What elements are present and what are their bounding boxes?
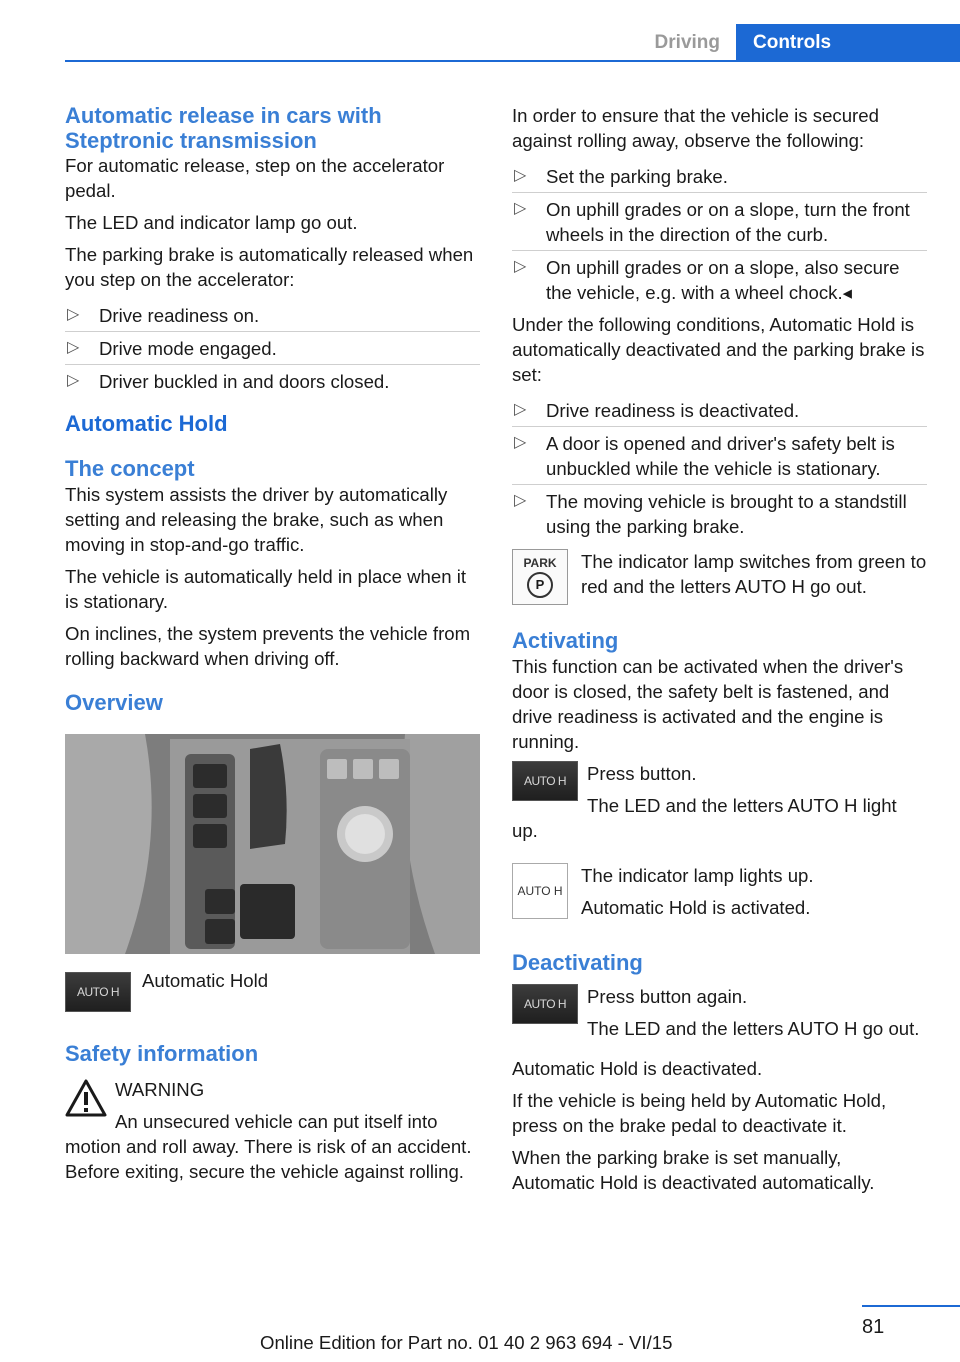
list-item: ▷ Drive readiness is deactivated. [512,394,927,423]
hold-activated-text: Automatic Hold is activated. [581,897,811,918]
triangle-bullet-icon: ▷ [514,492,527,509]
heading-activating: Activating [512,628,619,653]
bullet-list [65,299,480,394]
center-console-photo [65,734,480,954]
indicator-lights-text: The indicator lamp lights up. [581,865,814,886]
list-item: ▷ On uphill grades or on a slope, turn the front wheels in the direction of the curb. [512,192,927,247]
warning-title: WARNING [115,1079,205,1100]
paragraph: Automatic Hold is deactivated. [512,1058,763,1079]
tab-controls[interactable]: Controls [736,24,960,62]
auto-h-button-icon: AUTO H [512,984,578,1024]
press-again-text: Press button again. [587,986,748,1007]
paragraph: For automatic release, step on the accelerator pedal. [65,155,445,201]
left-column [65,103,480,1191]
paragraph: When the parking brake is set manually, Automatic Hold is deactivated automatically. [512,1147,875,1193]
indicator-text [568,863,814,927]
park-indicator-icon: PARK P [512,549,568,605]
header-rule [65,60,960,62]
paragraph: On inclines, the system prevents the vehicle from rolling backward when driving off. [65,623,471,669]
paragraph: The vehicle is automatically held in place when it is stationary. [65,566,467,612]
header-tabs [620,24,960,62]
warning-text: An unsecured vehicle can put itself into motion and roll away. There is risk of an accident. Before exiting, secure the vehicle against rolling. [65,1111,472,1182]
triangle-bullet-icon: ▷ [514,167,527,184]
edition-note: Online Edition for Part no. 01 40 2 963 694 - VI/15 [260,1332,673,1353]
paragraph: In order to ensure that the vehicle is secured against rolling away, observe the following: [512,105,879,151]
page-number: 81 [862,1316,885,1338]
bullet-list [512,160,927,305]
heading-automatic-hold: Automatic Hold [65,411,228,436]
indicator-row [512,863,927,927]
heading-automatic-release: Automatic release in cars with Steptronic transmission [65,103,382,153]
heading-deactivating: Deactivating [512,950,643,975]
triangle-bullet-icon: ▷ [514,434,527,451]
list-item: ▷ Driver buckled in and doors closed. [65,364,480,394]
list-item: ▷ Drive mode engaged. [65,331,480,361]
paragraph: This function can be activated when the driver's door is closed, the safety belt is fastened, and drive readiness is activated and the engine is running. [512,656,904,752]
warning-triangle-icon [65,1079,107,1117]
overview-caption: Automatic Hold [142,970,269,991]
list-item: ▷ Drive readiness on. [65,299,480,328]
footer-rule [862,1305,960,1307]
auto-h-button-icon: AUTO H [512,761,578,801]
park-indicator-row [512,549,927,605]
heading-overview: Overview [65,690,163,715]
park-indicator-text: The indicator lamp switches from green to red and the letters AUTO H go out. [581,551,927,597]
right-column [512,103,927,1202]
list-item: ▷ A door is opened and driver's safety belt is unbuckled while the vehicle is stationary. [512,426,927,481]
heading-safety: Safety information [65,1041,259,1066]
press-button-text: Press button. [587,763,697,784]
triangle-bullet-icon: ▷ [67,372,80,389]
center-console-illustration [65,734,480,954]
led-go-out-text: The LED and the letters AUTO H go out. [587,1018,920,1039]
paragraph: This system assists the driver by automatically setting and releasing the brake, such as when moving in stop-and-go traffic. [65,484,448,555]
tab-driving[interactable]: Driving [654,32,720,53]
led-light-up-text: The LED and the letters AUTO H light up. [512,795,897,841]
auto-h-indicator-icon: AUTO H [512,863,568,919]
paragraph: The LED and indicator lamp go out. [65,212,358,233]
triangle-bullet-icon: ▷ [514,258,527,275]
list-item: ▷ Set the parking brake. [512,160,927,189]
triangle-bullet-icon: ▷ [514,200,527,217]
triangle-bullet-icon: ▷ [514,401,527,418]
warning-block [65,1077,480,1184]
deactivate-step [512,984,927,1041]
paragraph: The parking brake is automatically released when you step on the accelerator: [65,244,474,290]
activate-step [512,761,927,843]
list-item: ▷ The moving vehicle is brought to a standstill using the parking brake. [512,484,927,539]
paragraph: If the vehicle is being held by Automatic Hold, press on the brake pedal to deactivate it. [512,1090,887,1136]
auto-h-button-icon: AUTO H [65,972,131,1012]
triangle-bullet-icon: ▷ [67,306,80,323]
list-item: ▷ On uphill grades or on a slope, also secure the vehicle, e.g. with a wheel chock.◂ [512,250,927,305]
triangle-bullet-icon: ▷ [67,339,80,356]
paragraph: Under the following conditions, Automatic Hold is automatically deactivated and the parking brake is set: [512,314,925,385]
overview-caption-row [65,972,480,1012]
bullet-list [512,394,927,539]
heading-concept: The concept [65,456,195,481]
